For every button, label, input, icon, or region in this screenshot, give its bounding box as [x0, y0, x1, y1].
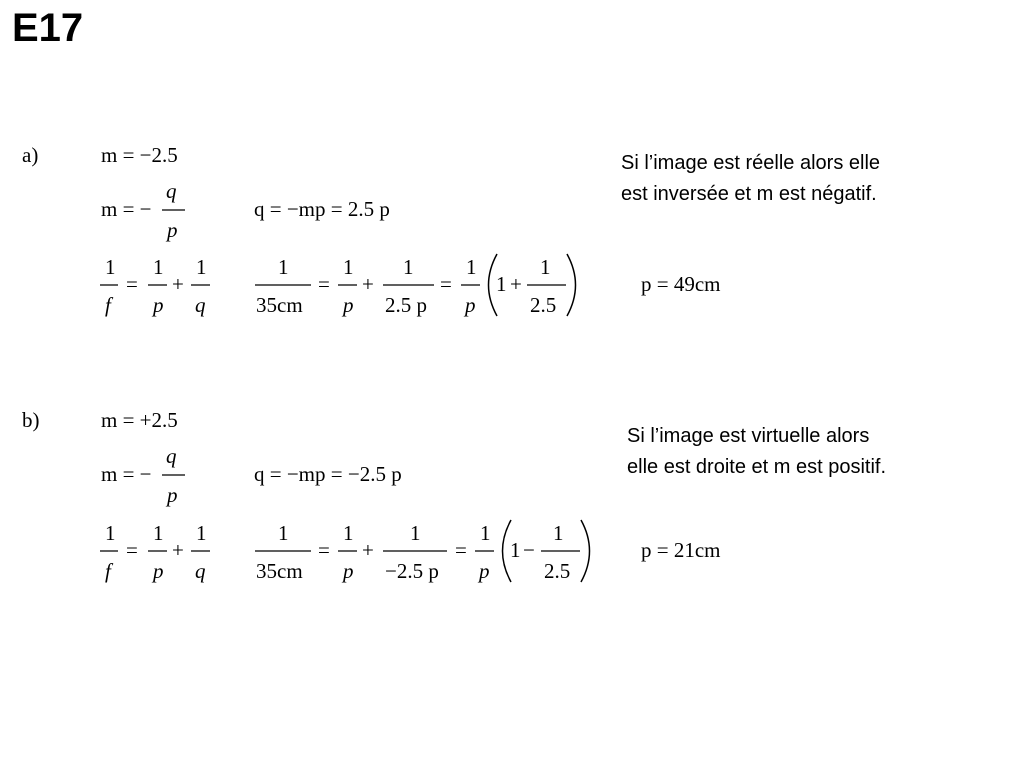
frac-num: 1: [480, 521, 491, 545]
frac-den: p: [465, 293, 476, 317]
part-a: [22, 143, 721, 317]
frac-num: 1: [553, 521, 564, 545]
part-a-m-def-den: p: [167, 218, 178, 242]
right-paren: [581, 520, 590, 582]
part-a-label: a): [22, 143, 39, 167]
frac-num: 1: [343, 521, 354, 545]
frac-num: 1: [153, 255, 164, 279]
frac-num: 1: [278, 521, 289, 545]
frac-num: 1: [196, 521, 207, 545]
part-b-m-def-den: p: [167, 483, 178, 507]
note-a-line2: est inversée et m est négatif.: [621, 183, 877, 205]
equals-sign: =: [318, 272, 330, 296]
frac-num: 1: [105, 255, 116, 279]
frac-den-ratio: 2.5: [530, 293, 557, 317]
bracket-one: 1: [510, 538, 521, 562]
bracket-one: 1: [496, 272, 507, 296]
part-b-result: p = 21cm: [641, 538, 721, 562]
plus-sign: +: [172, 538, 184, 562]
part-a-q-expr: q = −mp = 2.5 p: [254, 197, 390, 221]
frac-den: q: [195, 559, 206, 583]
plus-sign: +: [362, 272, 374, 296]
equals-sign: =: [318, 538, 330, 562]
part-b-m-def-lhs: m = −: [101, 462, 152, 486]
plus-sign: +: [362, 538, 374, 562]
equals-sign: =: [126, 538, 138, 562]
part-b-label: b): [22, 408, 40, 432]
part-a-m-def-num: q: [166, 179, 177, 203]
equals-sign: =: [126, 272, 138, 296]
frac-num: 1: [410, 521, 421, 545]
frac-den: p: [343, 293, 354, 317]
frac-num: 1: [466, 255, 477, 279]
frac-num: 1: [403, 255, 414, 279]
frac-den-q: −2.5 p: [385, 559, 439, 583]
frac-num: 1: [153, 521, 164, 545]
frac-den: p: [153, 293, 164, 317]
frac-num: 1: [278, 255, 289, 279]
bracket-sign: −: [523, 538, 535, 562]
frac-den: f: [105, 293, 111, 317]
note-b-line1: Si l’image est virtuelle alors: [627, 425, 870, 447]
frac-den-distance: 35cm: [256, 293, 303, 317]
part-b: [22, 408, 721, 583]
part-b-m-value: m = +2.5: [101, 408, 178, 432]
frac-den: p: [153, 559, 164, 583]
frac-den: p: [343, 559, 354, 583]
part-a-m-def-lhs: m = −: [101, 197, 152, 221]
bracket-sign: +: [510, 272, 522, 296]
note-b-line2: elle est droite et m est positif.: [627, 456, 887, 478]
slide-title: E17: [12, 6, 84, 50]
note-a-line1: Si l’image est réelle alors elle: [621, 152, 881, 174]
part-a-m-value: m = −2.5: [101, 143, 178, 167]
plus-sign: +: [172, 272, 184, 296]
equals-sign: =: [455, 538, 467, 562]
part-a-result: p = 49cm: [641, 272, 721, 296]
frac-den-ratio: 2.5: [544, 559, 571, 583]
frac-den: p: [479, 559, 490, 583]
frac-den-distance: 35cm: [256, 559, 303, 583]
frac-den: q: [195, 293, 206, 317]
frac-num: 1: [540, 255, 551, 279]
equals-sign: =: [440, 272, 452, 296]
part-b-q-expr: q = −mp = −2.5 p: [254, 462, 402, 486]
frac-den-q: 2.5 p: [385, 293, 427, 317]
frac-num: 1: [105, 521, 116, 545]
frac-num: 1: [196, 255, 207, 279]
frac-den: f: [105, 559, 111, 583]
frac-num: 1: [343, 255, 354, 279]
part-b-m-def-num: q: [166, 444, 177, 468]
right-paren: [567, 254, 576, 316]
